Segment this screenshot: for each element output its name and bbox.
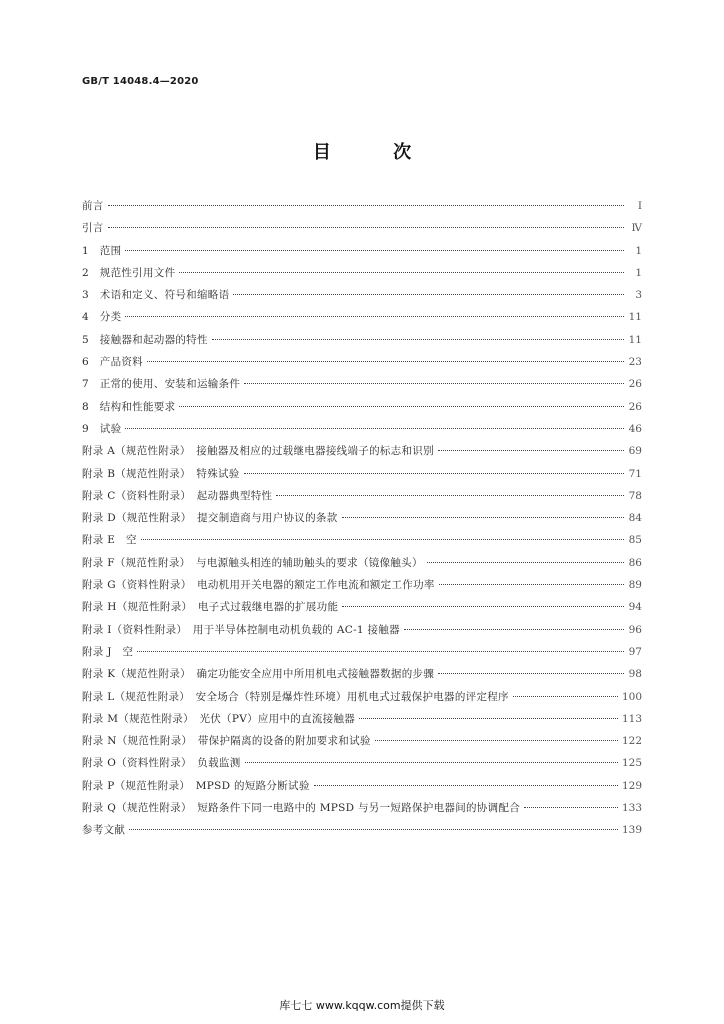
toc-entry-page: 94 (628, 601, 642, 614)
toc-entry[interactable] (82, 801, 642, 823)
toc-dot-leader (439, 584, 624, 585)
toc-dot-leader (108, 227, 624, 228)
toc-entry[interactable] (82, 221, 642, 243)
toc-entry-page: 129 (621, 779, 642, 792)
toc-entry-page: 122 (621, 735, 642, 748)
toc-entry-page: Ⅰ (637, 200, 642, 212)
toc-entry-label: 附录 F（规范性附录） 与电源触头相连的辅助触头的要求（镜像触头） (82, 556, 423, 569)
toc-entry-label: 1 范围 (82, 244, 122, 257)
toc-entry[interactable] (82, 400, 642, 422)
toc-entry[interactable] (82, 667, 642, 689)
toc-dot-leader (129, 829, 618, 830)
toc-entry[interactable] (82, 578, 642, 600)
toc-dot-leader (244, 383, 624, 384)
toc-dot-leader (404, 629, 624, 630)
toc-entry-label: 附录 B（规范性附录） 特殊试验 (82, 467, 240, 480)
toc-entry-page: 113 (621, 712, 642, 725)
toc-entry[interactable] (82, 645, 642, 667)
toc-dot-leader (141, 539, 624, 540)
toc-dot-leader (137, 651, 624, 652)
toc-entry-label: 参考文献 (82, 824, 126, 837)
toc-entry[interactable] (82, 556, 642, 578)
toc-entry-label: 附录 N（规范性附录） 带保护隔离的设备的附加要求和试验 (82, 735, 371, 748)
toc-entry[interactable] (82, 533, 642, 555)
toc-dot-leader (147, 361, 624, 362)
toc-entry[interactable] (82, 712, 642, 734)
toc-entry-label: 附录 H（规范性附录） 电子式过载继电器的扩展功能 (82, 601, 339, 614)
toc-entry[interactable] (82, 266, 642, 288)
toc-entry-label: 5 接触器和起动器的特性 (82, 333, 208, 346)
toc-entry[interactable] (82, 355, 642, 377)
toc-dot-leader (244, 473, 624, 474)
toc-entry[interactable] (82, 734, 642, 756)
toc-dot-leader (233, 294, 624, 295)
footer-watermark: 库七七 www.kqqw.com提供下载 (279, 999, 445, 1012)
toc-dot-leader (125, 316, 624, 317)
toc-entry-page: 3 (635, 289, 642, 302)
toc-entry[interactable] (82, 511, 642, 533)
toc-entry-label: 附录 L（规范性附录） 安全场合（特别是爆炸性环境）用机电式过载保护电器的评定程序 (82, 690, 509, 703)
toc-dot-leader (108, 205, 624, 206)
page-title: 目 次 (312, 142, 440, 163)
toc-entry-label: 附录 M（规范性附录） 光伏（PV）应用中的直流接触器 (82, 712, 356, 725)
toc-entry[interactable] (82, 422, 642, 444)
toc-dot-leader (438, 450, 624, 451)
toc-entry-label: 2 规范性引用文件 (82, 266, 176, 279)
table-of-contents (82, 199, 642, 846)
toc-entry-label: 7 正常的使用、安装和运输条件 (82, 378, 241, 391)
toc-dot-leader (179, 272, 624, 273)
toc-entry[interactable] (82, 623, 642, 645)
toc-entry-page: 100 (621, 690, 642, 703)
toc-entry-label: 4 分类 (82, 311, 122, 324)
toc-entry-label: 附录 E 空 (82, 534, 137, 547)
toc-entry-label: 附录 A（规范性附录） 接触器及相应的过载继电器接线端子的标志和识别 (82, 445, 434, 458)
toc-entry-label: 附录 P（规范性附录） MPSD 的短路分断试验 (82, 779, 310, 792)
toc-entry-label: 附录 I（资料性附录） 用于半导体控制电动机负载的 AC-1 接触器 (82, 623, 400, 636)
toc-entry-label: 6 产品资料 (82, 356, 143, 369)
toc-dot-leader (179, 406, 624, 407)
toc-entry-page: 89 (628, 579, 642, 592)
toc-entry-label: 9 试验 (82, 422, 122, 435)
toc-entry[interactable] (82, 690, 642, 712)
toc-dot-leader (276, 495, 624, 496)
toc-dot-leader (438, 673, 624, 674)
toc-dot-leader (125, 428, 624, 429)
toc-dot-leader (375, 740, 618, 741)
toc-dot-leader (245, 762, 618, 763)
toc-entry-page: 1 (635, 244, 642, 257)
toc-entry-label: 前言 (82, 200, 104, 212)
toc-entry[interactable] (82, 779, 642, 801)
toc-entry-page: 26 (628, 378, 642, 391)
toc-entry[interactable] (82, 823, 642, 845)
toc-entry[interactable] (82, 377, 642, 399)
toc-entry-page: 133 (621, 802, 642, 815)
toc-entry-page: 71 (628, 467, 642, 480)
toc-entry-label: 附录 G（资料性附录） 电动机用开关电器的额定工作电流和额定工作功率 (82, 579, 435, 592)
toc-entry-page: Ⅳ (631, 222, 642, 235)
toc-dot-leader (513, 696, 618, 697)
toc-entry[interactable] (82, 244, 642, 266)
toc-entry-page: 1 (635, 266, 642, 279)
toc-entry[interactable] (82, 467, 642, 489)
toc-entry-label: 附录 K（规范性附录） 确定功能安全应用中所用机电式接触器数据的步骤 (82, 668, 435, 681)
toc-entry-page: 84 (628, 512, 642, 525)
toc-dot-leader (524, 807, 618, 808)
toc-entry-page: 78 (628, 489, 642, 502)
toc-dot-leader (212, 339, 624, 340)
toc-dot-leader (342, 606, 624, 607)
toc-entry-label: 附录 C（资料性附录） 起动器典型特性 (82, 489, 273, 502)
toc-entry-page: 26 (628, 400, 642, 413)
toc-entry-label: 8 结构和性能要求 (82, 400, 176, 413)
toc-entry-label: 附录 D（规范性附录） 提交制造商与用户协议的条款 (82, 512, 338, 525)
toc-entry[interactable] (82, 333, 642, 355)
toc-entry-label: 引言 (82, 222, 104, 235)
toc-dot-leader (314, 785, 618, 786)
toc-dot-leader (427, 562, 624, 563)
toc-entry-page: 69 (628, 445, 642, 458)
toc-entry-page: 46 (628, 422, 642, 435)
toc-entry[interactable] (82, 756, 642, 778)
toc-entry-page: 125 (621, 757, 642, 770)
toc-dot-leader (342, 517, 624, 518)
toc-entry-page: 97 (628, 645, 642, 658)
toc-entry[interactable] (82, 489, 642, 511)
toc-entry[interactable] (82, 310, 642, 332)
toc-entry[interactable] (82, 199, 642, 221)
standard-code: GB/T 14048.4—2020 (82, 76, 199, 87)
toc-entry-page: 86 (628, 556, 642, 569)
toc-entry-page: 98 (628, 668, 642, 681)
toc-entry-page: 11 (628, 311, 642, 324)
toc-entry-page: 96 (628, 623, 642, 636)
toc-entry-page: 85 (628, 534, 642, 547)
toc-dot-leader (359, 718, 618, 719)
toc-entry[interactable] (82, 444, 642, 466)
toc-entry[interactable] (82, 288, 642, 310)
toc-entry-label: 附录 J 空 (82, 645, 134, 658)
toc-entry-label: 附录 O（资料性附录） 负载监测 (82, 757, 241, 770)
toc-entry-label: 附录 Q（规范性附录） 短路条件下同一电路中的 MPSD 与另一短路保护电器间的协调配合 (82, 802, 520, 815)
toc-entry-label: 3 术语和定义、符号和缩略语 (82, 289, 230, 302)
toc-entry-page: 11 (628, 333, 642, 346)
toc-entry-page: 139 (621, 824, 642, 837)
toc-entry-page: 23 (628, 356, 642, 369)
toc-entry[interactable] (82, 600, 642, 622)
toc-dot-leader (125, 250, 624, 251)
